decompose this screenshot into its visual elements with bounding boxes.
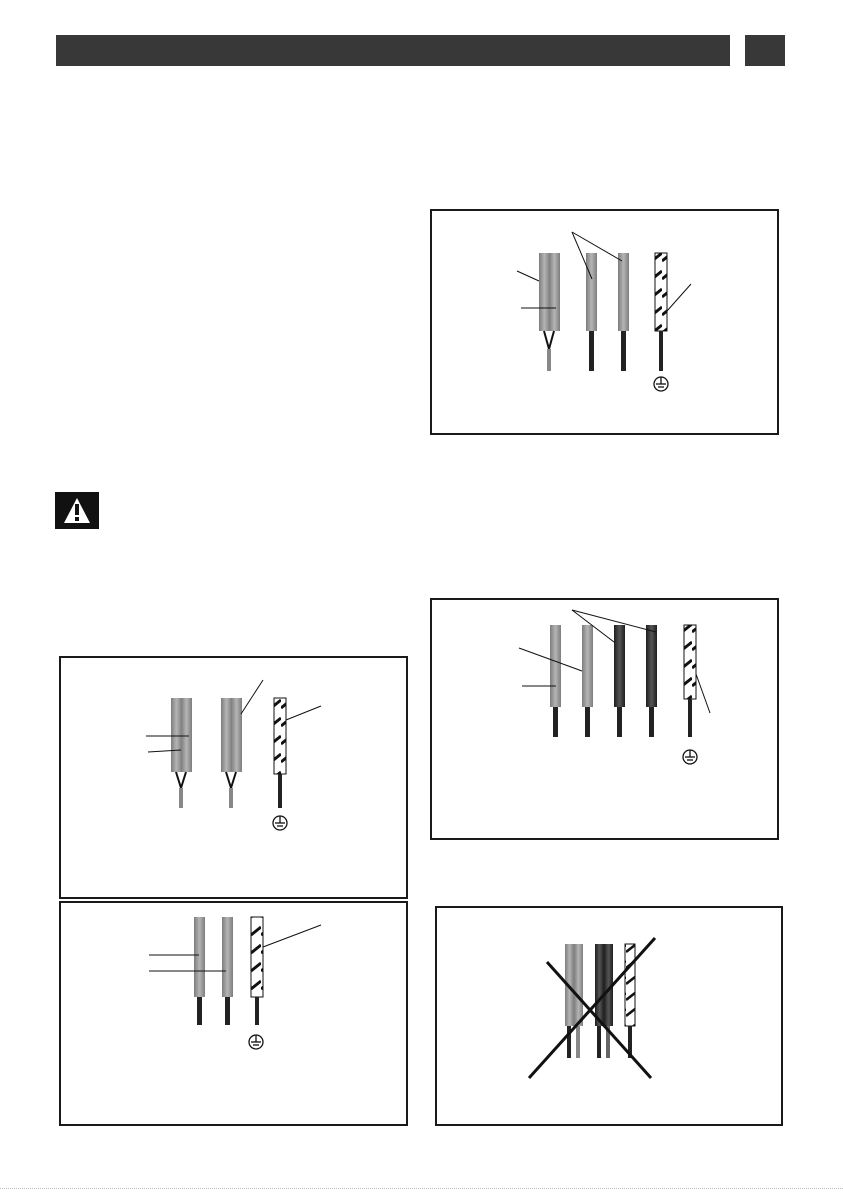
twin-grey-wire [539, 253, 560, 371]
twin-grey-wire [221, 698, 242, 808]
wiring-diagram-top-right [430, 209, 779, 435]
wiring-diagram-middle-left [59, 656, 408, 899]
cross-out-mark [529, 938, 655, 1078]
page-bottom-rule [0, 1188, 843, 1189]
earth-ground-icon [273, 816, 287, 830]
earth-ground-icon [683, 750, 697, 764]
twin-grey-wire [171, 698, 192, 808]
header-bar [56, 35, 730, 66]
earth-ground-icon [654, 377, 668, 391]
warning-triangle-icon [55, 492, 99, 529]
page-number-tab [745, 35, 785, 66]
wiring-diagram-middle-right [430, 598, 779, 840]
earth-ground-icon [249, 1035, 263, 1049]
wiring-diagram-bottom-right [435, 906, 783, 1126]
wiring-diagram-bottom-left [59, 901, 408, 1126]
